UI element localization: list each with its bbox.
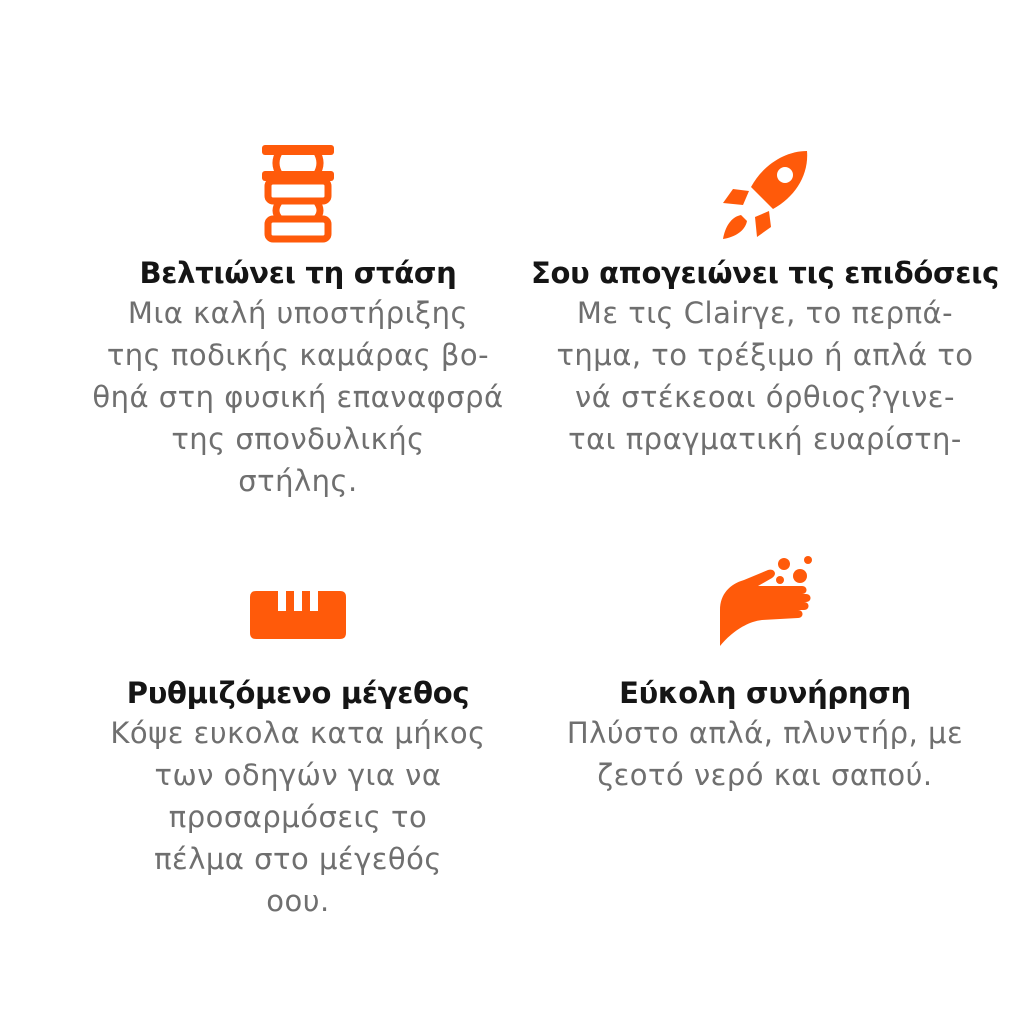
- feature-description: [63, 292, 533, 502]
- desc-line: της σπονδυλικής: [171, 422, 425, 456]
- desc-line: προσαρμόσεις το: [168, 800, 428, 834]
- desc-line: Με τις Clairγε, το περπά-: [576, 296, 954, 330]
- desc-line: Μια καλή υποστήριξης: [127, 296, 469, 330]
- desc-line: νά στέκεοαι όρθιος?γινε-: [575, 380, 955, 414]
- feature-icon-wrap: [63, 140, 533, 250]
- feature-title: Εύκολη συνήρηση: [619, 676, 911, 710]
- feature-adjustable-size: [63, 560, 533, 922]
- feature-description: [530, 292, 1000, 460]
- washing-hand-icon: [710, 550, 820, 660]
- feature-easy-maintenance: [530, 540, 1000, 796]
- ruler-icon: [248, 585, 348, 645]
- desc-line: θηά στη φυσική επαναφσρά: [92, 380, 504, 414]
- feature-title: Ρυθμιζόμενο μέγεθος: [126, 676, 470, 710]
- rocket-icon: [715, 145, 815, 245]
- feature-posture: [63, 140, 533, 502]
- spine-icon: [258, 145, 338, 245]
- feature-performance: [530, 140, 1000, 460]
- feature-description: [530, 712, 1000, 796]
- desc-line: των οδηγών για να: [154, 758, 442, 792]
- feature-icon-wrap: [530, 140, 1000, 250]
- desc-line: στήλης.: [238, 464, 358, 498]
- desc-line: ζεοτό νερό και σαπού.: [597, 758, 933, 792]
- desc-line: τημα, το τρέξιμο ή απλά το: [556, 338, 974, 372]
- desc-line: οου.: [266, 884, 330, 918]
- desc-line: Κόψε ευκολα κατα μήκος: [110, 716, 486, 750]
- feature-title: Βελτιώνει τη στάση: [139, 256, 457, 290]
- feature-icon-wrap: [63, 560, 533, 670]
- feature-title: Σου απογειώνει τις επιδόσεις: [530, 256, 1000, 290]
- desc-line: της ποδικής καμάρας βο-: [106, 338, 490, 372]
- feature-description: [63, 712, 533, 922]
- desc-line: ται πραγματική ευαρίστη-: [568, 422, 962, 456]
- desc-line: πέλμα στο μέγεθός: [154, 842, 442, 876]
- desc-line: Πλύστο απλά, πλυντήρ, με: [566, 716, 964, 750]
- feature-icon-wrap: [530, 540, 1000, 670]
